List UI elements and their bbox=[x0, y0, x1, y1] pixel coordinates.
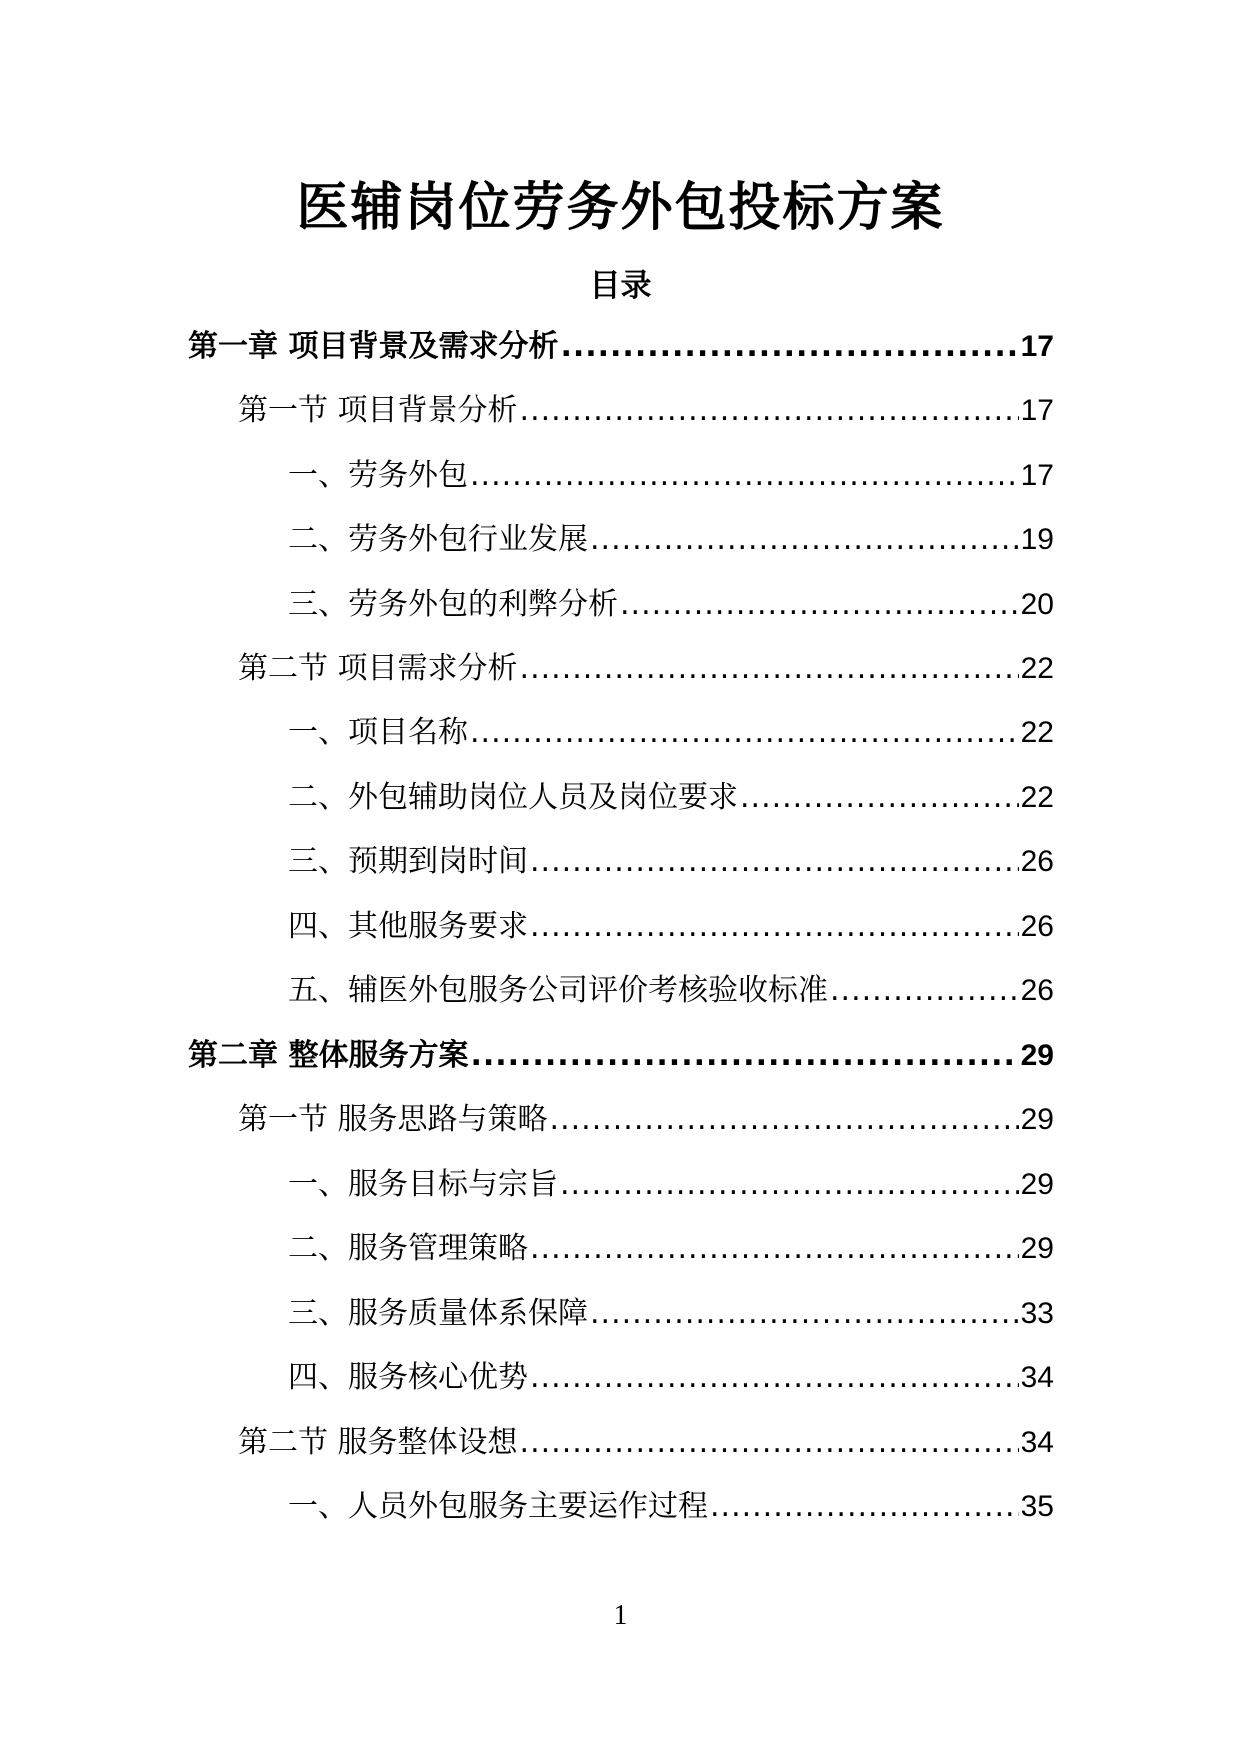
toc-entry-title: 三、劳务外包的利弊分析 bbox=[288, 587, 618, 622]
toc-entry-title: 一、项目名称 bbox=[288, 715, 468, 750]
toc-entry-page: 33 bbox=[1020, 1297, 1054, 1330]
toc-entry-page: 19 bbox=[1020, 523, 1054, 556]
toc-entry-page: 26 bbox=[1020, 910, 1054, 943]
toc-entry-page: 29 bbox=[1020, 1039, 1054, 1072]
toc-entry-title: 二、劳务外包行业发展 bbox=[288, 522, 588, 557]
toc-dot-leader bbox=[520, 649, 1019, 689]
toc-entry-title: 五、辅医外包服务公司评价考核验收标准 bbox=[288, 973, 828, 1008]
toc-entry-title: 一、服务目标与宗旨 bbox=[288, 1167, 558, 1202]
toc-dot-leader bbox=[740, 778, 1019, 818]
toc-dot-leader bbox=[550, 1100, 1019, 1140]
toc-entry-page: 20 bbox=[1020, 588, 1054, 621]
toc-entry-page: 34 bbox=[1020, 1426, 1054, 1459]
toc-entry-title: 第二章 整体服务方案 bbox=[188, 1038, 469, 1073]
toc-dot-leader bbox=[530, 842, 1019, 882]
toc-entry[interactable] bbox=[238, 391, 1054, 431]
toc-dot-leader bbox=[710, 1487, 1019, 1527]
toc-entry-page: 17 bbox=[1020, 330, 1054, 363]
page-number: 1 bbox=[613, 1600, 628, 1631]
toc-entry-title: 二、服务管理策略 bbox=[288, 1231, 528, 1266]
toc-entry-page: 22 bbox=[1020, 652, 1054, 685]
toc-dot-leader bbox=[530, 1229, 1019, 1269]
toc-entry[interactable] bbox=[288, 456, 1054, 496]
toc-entry-title: 第一章 项目背景及需求分析 bbox=[188, 329, 559, 364]
toc-dot-leader bbox=[520, 391, 1019, 431]
toc-entry-page: 29 bbox=[1020, 1168, 1054, 1201]
toc-entry[interactable] bbox=[288, 971, 1054, 1011]
toc-dot-leader bbox=[590, 520, 1019, 560]
toc-entry[interactable] bbox=[288, 1229, 1054, 1269]
toc-entry-title: 三、服务质量体系保障 bbox=[288, 1296, 588, 1331]
toc-entry-title: 第二节 服务整体设想 bbox=[238, 1425, 518, 1460]
toc-dot-leader bbox=[590, 1294, 1019, 1334]
toc-entry[interactable] bbox=[238, 1100, 1054, 1140]
toc-entry-page: 22 bbox=[1020, 716, 1054, 749]
toc-entry-page: 29 bbox=[1020, 1232, 1054, 1265]
toc-entry-page: 35 bbox=[1020, 1490, 1054, 1523]
toc-dot-leader bbox=[470, 1036, 1018, 1076]
toc-entry-title: 第二节 项目需求分析 bbox=[238, 651, 518, 686]
toc-entry[interactable] bbox=[188, 1036, 1054, 1076]
toc-dot-leader bbox=[560, 327, 1018, 367]
toc-entry-page: 26 bbox=[1020, 845, 1054, 878]
toc-entry[interactable] bbox=[288, 1294, 1054, 1334]
toc-entry-title: 三、预期到岗时间 bbox=[288, 844, 528, 879]
toc-heading: 目录 bbox=[589, 268, 652, 304]
toc-dot-leader bbox=[470, 456, 1019, 496]
toc-entry[interactable] bbox=[288, 520, 1054, 560]
toc-dot-leader bbox=[530, 1358, 1019, 1398]
toc-entry-title: 二、外包辅助岗位人员及岗位要求 bbox=[288, 780, 738, 815]
toc-entry[interactable] bbox=[288, 713, 1054, 753]
toc-dot-leader bbox=[520, 1423, 1019, 1463]
toc-entry-title: 四、其他服务要求 bbox=[288, 909, 528, 944]
toc-entry-title: 一、人员外包服务主要运作过程 bbox=[288, 1489, 708, 1524]
toc-dot-leader bbox=[560, 1165, 1019, 1205]
toc-entry-title: 四、服务核心优势 bbox=[288, 1360, 528, 1395]
toc-entry[interactable] bbox=[288, 1165, 1054, 1205]
document-title: 医辅岗位劳务外包投标方案 bbox=[296, 178, 945, 238]
toc-entry-page: 26 bbox=[1020, 974, 1054, 1007]
toc-dot-leader bbox=[620, 585, 1019, 625]
toc-dot-leader bbox=[530, 907, 1019, 947]
toc-dot-leader bbox=[830, 971, 1019, 1011]
toc-entry-page: 17 bbox=[1020, 459, 1054, 492]
toc-entry-page: 29 bbox=[1020, 1103, 1054, 1136]
toc-entry[interactable] bbox=[288, 1358, 1054, 1398]
toc-entry[interactable] bbox=[188, 327, 1054, 367]
toc-entry-title: 一、劳务外包 bbox=[288, 458, 468, 493]
toc-entry-page: 17 bbox=[1020, 394, 1054, 427]
toc-entry[interactable] bbox=[288, 1487, 1054, 1527]
toc-entry-title: 第一节 项目背景分析 bbox=[238, 393, 518, 428]
toc-entry[interactable] bbox=[238, 1423, 1054, 1463]
toc-dot-leader bbox=[470, 713, 1019, 753]
toc-entry[interactable] bbox=[288, 585, 1054, 625]
toc-entry[interactable] bbox=[288, 778, 1054, 818]
toc-entry[interactable] bbox=[238, 649, 1054, 689]
toc-entry-title: 第一节 服务思路与策略 bbox=[238, 1102, 548, 1137]
toc-entry[interactable] bbox=[288, 842, 1054, 882]
toc-entry[interactable] bbox=[288, 907, 1054, 947]
toc-entry-page: 34 bbox=[1020, 1361, 1054, 1394]
toc-entry-page: 22 bbox=[1020, 781, 1054, 814]
